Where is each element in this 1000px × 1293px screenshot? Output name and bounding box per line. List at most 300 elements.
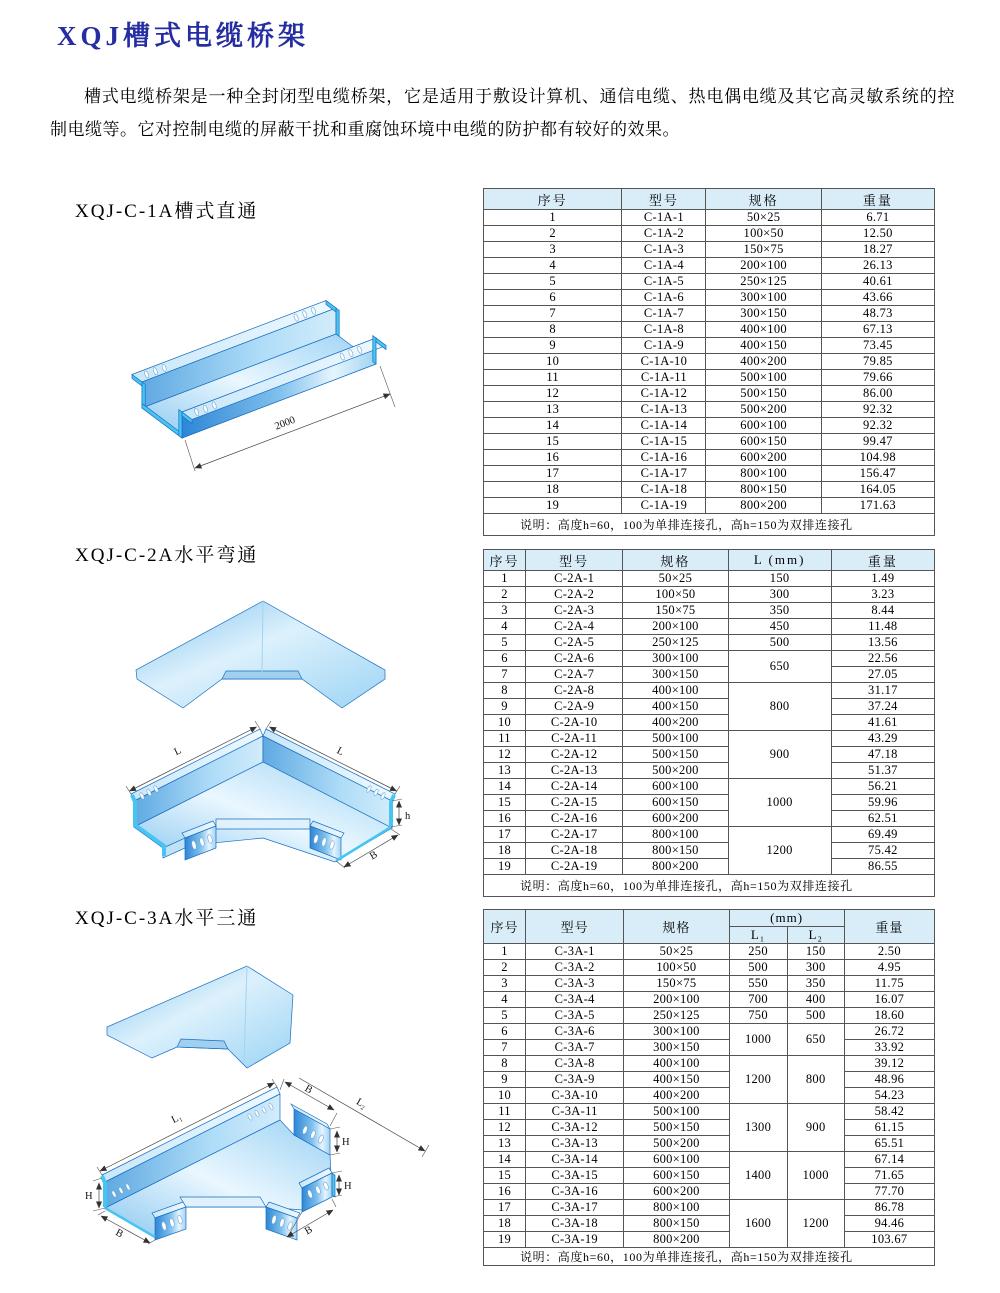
table-cell: 156.47 (821, 466, 934, 482)
table-cell: C-1A-11 (622, 370, 706, 386)
table-row (484, 226, 935, 242)
table-cell: 9 (484, 338, 622, 354)
table-cell: 7 (484, 1040, 526, 1056)
dim-label-h-bottom-right: H (344, 1181, 352, 1192)
table-cell: C-2A-12 (526, 747, 623, 763)
table-cell: 100×50 (623, 587, 728, 603)
table-row (484, 619, 935, 635)
table-cell: 56.21 (831, 779, 934, 795)
right-end-cap (391, 795, 394, 827)
table-cell: 12.50 (821, 226, 934, 242)
table-cell: C-1A-7 (622, 306, 706, 322)
table-cell: C-3A-16 (526, 1184, 624, 1200)
table-cell: 1200 (728, 827, 831, 875)
table-cell: 48.73 (821, 306, 934, 322)
table-cell: 800×150 (623, 843, 728, 859)
table-cell: 500×200 (623, 763, 728, 779)
table-note: 说明：高度h=60，100为单排连接孔，高h=150为双排连接孔 (484, 875, 935, 897)
table-cell: 26.13 (821, 258, 934, 274)
table-cell: 400×100 (706, 322, 821, 338)
table-cell: 500×200 (706, 402, 821, 418)
table-cell: 300×100 (706, 290, 821, 306)
table-cell: 18 (484, 843, 526, 859)
table-cell: 300×100 (623, 651, 728, 667)
table-cell: 71.65 (844, 1168, 934, 1184)
dim-label-b-bottom-left: B (113, 1227, 125, 1241)
table-cell: 59.96 (831, 795, 934, 811)
tee-tray-body (102, 1087, 335, 1240)
table-cell: 1300 (729, 1104, 787, 1152)
table-cell: 86.00 (821, 386, 934, 402)
table-cell: 14 (484, 779, 526, 795)
column-header: 规格 (706, 189, 821, 210)
table-cell: 400×100 (624, 1056, 729, 1072)
table-cell: 6 (484, 651, 526, 667)
table-cell: 8.44 (831, 603, 934, 619)
table-cell: 16 (484, 811, 526, 827)
table-cell: 22.56 (831, 651, 934, 667)
table-cell: 500 (728, 635, 831, 651)
table-cell: C-1A-5 (622, 274, 706, 290)
table-cell: 2 (484, 226, 622, 242)
table-cell: C-2A-6 (526, 651, 623, 667)
table-cell: C-1A-2 (622, 226, 706, 242)
table-cell: C-1A-15 (622, 434, 706, 450)
table-cell: 94.46 (844, 1216, 934, 1232)
table-cell: 9 (484, 699, 526, 715)
table-cell: 79.66 (821, 370, 934, 386)
table-cell: 1 (484, 571, 526, 587)
column-header: 型号 (526, 550, 623, 571)
table-cell: 300×150 (624, 1040, 729, 1056)
table-row (484, 747, 935, 763)
table-cell: 10 (484, 1088, 526, 1104)
table-row (484, 258, 935, 274)
table-row (484, 976, 935, 992)
table-cell: 27.05 (831, 667, 934, 683)
table-cell: 99.47 (821, 434, 934, 450)
table-cell: 400×150 (624, 1072, 729, 1088)
table-row (484, 242, 935, 258)
table-cell: 77.70 (844, 1184, 934, 1200)
table-cell: C-2A-19 (526, 859, 623, 875)
table-row (484, 370, 935, 386)
table-cell: 100×50 (706, 226, 821, 242)
table-row (484, 1040, 935, 1056)
table-cell: 69.49 (831, 827, 934, 843)
spec-table-c3a (483, 909, 935, 1266)
table-cell: C-1A-8 (622, 322, 706, 338)
table-cell: 3 (484, 603, 526, 619)
table-cell: 15 (484, 434, 622, 450)
table-cell: 7 (484, 306, 622, 322)
table-cell: 31.17 (831, 683, 934, 699)
table-cell: 100×50 (624, 960, 729, 976)
table-row (484, 603, 935, 619)
table-cell: C-3A-9 (526, 1072, 624, 1088)
table-cell: C-2A-14 (526, 779, 623, 795)
table-cell: 200×100 (706, 258, 821, 274)
table-cell: 10 (484, 354, 622, 370)
table-cell: 2.50 (844, 944, 934, 960)
table-cell: 65.51 (844, 1136, 934, 1152)
table-cell: 86.78 (844, 1200, 934, 1216)
table-cell: C-3A-19 (526, 1232, 624, 1248)
table-cell: C-2A-15 (526, 795, 623, 811)
table-cell: C-1A-19 (622, 498, 706, 514)
table-cell: 300×100 (624, 1024, 729, 1040)
table-row (484, 715, 935, 731)
table-cell: C-1A-17 (622, 466, 706, 482)
table-cell: 103.67 (844, 1232, 934, 1248)
table-cell: 350 (728, 603, 831, 619)
table-cell: 1 (484, 210, 622, 226)
page-title: XQJ槽式电缆桥架 (57, 21, 309, 51)
table-cell: 13.56 (831, 635, 934, 651)
table-cell: 26.72 (844, 1024, 934, 1040)
column-header: 重量 (831, 550, 934, 571)
table-row (484, 306, 935, 322)
table-cell: 6 (484, 1024, 526, 1040)
table-row (484, 571, 935, 587)
straight-tray-body (132, 301, 386, 439)
table-cell: 1200 (787, 1200, 844, 1248)
table-cell: 50×25 (623, 571, 728, 587)
table-row (484, 434, 935, 450)
table-cell: 75.42 (831, 843, 934, 859)
table-cell: 9 (484, 1072, 526, 1088)
table-cell: 400×200 (624, 1088, 729, 1104)
table-cell: C-2A-5 (526, 635, 623, 651)
table-cell: C-2A-11 (526, 731, 623, 747)
table-cell: C-3A-17 (526, 1200, 624, 1216)
table-cell: 600×100 (624, 1152, 729, 1168)
table-cell: 400×200 (623, 715, 728, 731)
table-cell: 600×100 (706, 418, 821, 434)
table-cell: 650 (787, 1024, 844, 1056)
section-heading-c2a: XQJ-C-2A水平弯通 (75, 545, 259, 566)
table-cell: 200×100 (624, 992, 729, 1008)
table-cell: 500×200 (624, 1136, 729, 1152)
table-row (484, 960, 935, 976)
table-cell: C-2A-9 (526, 699, 623, 715)
table-cell: 51.37 (831, 763, 934, 779)
table-cell: 900 (787, 1104, 844, 1152)
table-row (484, 418, 935, 434)
table-note: 说明：高度h=60，100为单排连接孔，高h=150为双排连接孔 (484, 514, 935, 536)
table-cell: 800×150 (624, 1216, 729, 1232)
table-cell: 58.42 (844, 1104, 934, 1120)
table-cell: C-3A-11 (526, 1104, 624, 1120)
table-cell: 37.24 (831, 699, 934, 715)
table-cell: 16.07 (844, 992, 934, 1008)
table-cell: 150×75 (706, 242, 821, 258)
table-cell: 600×150 (624, 1168, 729, 1184)
table-cell: 67.13 (821, 322, 934, 338)
table-cell: 500×150 (623, 747, 728, 763)
table-cell: C-2A-10 (526, 715, 623, 731)
table-row (484, 1088, 935, 1104)
table-cell: 600×200 (624, 1184, 729, 1200)
table-cell: 150×75 (624, 976, 729, 992)
table-cell: 700 (729, 992, 787, 1008)
table-cell: 300×150 (623, 667, 728, 683)
table-cell: 450 (728, 619, 831, 635)
table-cell: 2 (484, 587, 526, 603)
table-cell: C-2A-16 (526, 811, 623, 827)
table-cell: C-2A-17 (526, 827, 623, 843)
column-header: 序号 (484, 550, 526, 571)
column-header: 型号 (526, 910, 624, 944)
table-cell: 5 (484, 1008, 526, 1024)
table-cell: 1400 (729, 1152, 787, 1200)
table-row (484, 763, 935, 779)
table-row (484, 992, 935, 1008)
table-row (484, 1200, 935, 1216)
tee-cover (107, 966, 293, 1068)
column-header: L₂ (787, 927, 844, 944)
table-row (484, 651, 935, 667)
table-cell: 7 (484, 667, 526, 683)
table-cell: C-2A-8 (526, 683, 623, 699)
table-cell: 3.23 (831, 587, 934, 603)
table-row (484, 1056, 935, 1072)
table-cell: 800×200 (706, 498, 821, 514)
table-row (484, 466, 935, 482)
table-row (484, 667, 935, 683)
table-cell: C-3A-10 (526, 1088, 624, 1104)
straight-tray-diagram (88, 285, 423, 485)
table-cell: 400×100 (623, 683, 728, 699)
table-row (484, 779, 935, 795)
table-cell: 800×200 (623, 859, 728, 875)
column-header: 规格 (624, 910, 729, 944)
table-cell: 18 (484, 1216, 526, 1232)
table-cell: C-1A-4 (622, 258, 706, 274)
left-end-cap (102, 1176, 105, 1207)
table-cell: C-3A-1 (526, 944, 624, 960)
table-row (484, 1024, 935, 1040)
dim-label-b-top: B (302, 1083, 315, 1097)
table-cell: 600×150 (623, 795, 728, 811)
table-row (484, 1232, 935, 1248)
dim-label-2000: 2000 (273, 414, 297, 433)
table-cell: 11 (484, 1104, 526, 1120)
table-row (484, 386, 935, 402)
section-heading-c3a: XQJ-C-3A水平三通 (75, 908, 259, 929)
table-cell: 500×100 (706, 370, 821, 386)
table-cell: 19 (484, 1232, 526, 1248)
table-cell: C-1A-13 (622, 402, 706, 418)
spec-table (483, 188, 935, 536)
table-cell: 8 (484, 1056, 526, 1072)
table-cell: 400×150 (706, 338, 821, 354)
dim-label-l1: L₁ (169, 1111, 184, 1126)
table-cell: 19 (484, 498, 622, 514)
table-cell: 54.23 (844, 1088, 934, 1104)
table-cell: 92.32 (821, 402, 934, 418)
table-cell: 13 (484, 763, 526, 779)
elbow-tray-diagram (115, 580, 415, 880)
table-row (484, 338, 935, 354)
table-cell: 86.55 (831, 859, 934, 875)
table-cell: C-1A-3 (622, 242, 706, 258)
table-cell: C-2A-3 (526, 603, 623, 619)
column-header: L (mm) (728, 550, 831, 571)
table-cell: C-1A-14 (622, 418, 706, 434)
table-cell: C-3A-14 (526, 1152, 624, 1168)
table-cell: 40.61 (821, 274, 934, 290)
table-cell: 41.61 (831, 715, 934, 731)
table-cell: 79.85 (821, 354, 934, 370)
table-cell: 4 (484, 258, 622, 274)
table-row (484, 1136, 935, 1152)
spec-table-c2a (483, 549, 935, 897)
column-header: 序号 (484, 910, 526, 944)
table-cell: 800 (728, 683, 831, 731)
column-header: 规格 (623, 550, 728, 571)
dim-label-h-left: H (85, 1191, 93, 1202)
table-cell: 10 (484, 715, 526, 731)
table-row (484, 482, 935, 498)
table-cell: 250×125 (623, 635, 728, 651)
table-cell: C-1A-6 (622, 290, 706, 306)
table-cell: 600×100 (623, 779, 728, 795)
table-cell: 6.71 (821, 210, 934, 226)
table-cell: C-3A-3 (526, 976, 624, 992)
table-cell: 150 (728, 571, 831, 587)
table-cell: 48.96 (844, 1072, 934, 1088)
table-cell: 15 (484, 795, 526, 811)
table-row (484, 795, 935, 811)
table-cell: 1 (484, 944, 526, 960)
table-cell: C-2A-7 (526, 667, 623, 683)
table-cell: 350 (787, 976, 844, 992)
table-cell: C-2A-4 (526, 619, 623, 635)
table-cell: 8 (484, 322, 622, 338)
table-cell: 4 (484, 992, 526, 1008)
table-cell: 18.27 (821, 242, 934, 258)
table-cell: C-3A-2 (526, 960, 624, 976)
table-row (484, 1008, 935, 1024)
table-row (484, 1104, 935, 1120)
table-cell: 16 (484, 450, 622, 466)
table-cell: 11 (484, 731, 526, 747)
table-cell: 500×100 (624, 1104, 729, 1120)
elbow-tray-body (131, 729, 395, 862)
table-cell: 3 (484, 976, 526, 992)
table-cell: 11.75 (844, 976, 934, 992)
table-row (484, 811, 935, 827)
table-cell: C-1A-9 (622, 338, 706, 354)
table-cell: 400×150 (623, 699, 728, 715)
dim-label-h: h (405, 811, 411, 822)
section-heading-c1a: XQJ-C-1A槽式直通 (75, 201, 259, 222)
table-row (484, 354, 935, 370)
table-cell: 300×150 (706, 306, 821, 322)
table-cell: 14 (484, 1152, 526, 1168)
table-cell: C-3A-5 (526, 1008, 624, 1024)
table-cell: 400 (787, 992, 844, 1008)
table-cell: 5 (484, 274, 622, 290)
table-cell: C-1A-18 (622, 482, 706, 498)
table-cell: 61.15 (844, 1120, 934, 1136)
table-cell: 500 (787, 1008, 844, 1024)
table-row (484, 827, 935, 843)
table-cell: 62.51 (831, 811, 934, 827)
table-cell: 600×200 (623, 811, 728, 827)
table-cell: 300 (728, 587, 831, 603)
table-cell: 19 (484, 859, 526, 875)
table-cell: 2 (484, 960, 526, 976)
column-header: L₁ (729, 927, 787, 944)
table-cell: 800×100 (624, 1200, 729, 1216)
table-cell: 16 (484, 1184, 526, 1200)
table-row (484, 859, 935, 875)
table-cell: 1200 (729, 1056, 787, 1104)
spec-table-c1a (483, 188, 935, 536)
table-cell: C-3A-15 (526, 1168, 624, 1184)
table-cell: 3 (484, 242, 622, 258)
table-cell: 1000 (728, 779, 831, 827)
table-row (484, 635, 935, 651)
table-cell: C-1A-12 (622, 386, 706, 402)
table-note: 说明：高度h=60，100为单排连接孔，高h=150为双排连接孔 (484, 1248, 935, 1266)
table-cell: 400×200 (706, 354, 821, 370)
table-cell: 1000 (787, 1152, 844, 1200)
table-cell: 14 (484, 418, 622, 434)
dim-label-l2: L₂ (354, 1096, 369, 1112)
table-row (484, 1120, 935, 1136)
table-cell: C-3A-6 (526, 1024, 624, 1040)
table-cell: 600×150 (706, 434, 821, 450)
table-cell: 164.05 (821, 482, 934, 498)
table-cell: 800×200 (624, 1232, 729, 1248)
table-cell: 43.29 (831, 731, 934, 747)
table-cell: 500×150 (706, 386, 821, 402)
table-cell: C-3A-18 (526, 1216, 624, 1232)
table-row (484, 1072, 935, 1088)
table-cell: 92.32 (821, 418, 934, 434)
table-cell: 4 (484, 619, 526, 635)
table-cell: 8 (484, 683, 526, 699)
dim-label-l-right: L (334, 745, 346, 759)
table-row (484, 699, 935, 715)
table-cell: 750 (729, 1008, 787, 1024)
table-cell: 11.48 (831, 619, 934, 635)
table-cell: C-3A-7 (526, 1040, 624, 1056)
table-cell: 150×75 (623, 603, 728, 619)
table-cell: 33.92 (844, 1040, 934, 1056)
table-cell: 600×200 (706, 450, 821, 466)
dim-label-b-bottom-right: B (302, 1224, 315, 1238)
table-cell: 800×100 (706, 466, 821, 482)
table-cell: 4.95 (844, 960, 934, 976)
table-row (484, 944, 935, 960)
table-cell: 47.18 (831, 747, 934, 763)
table-cell: 17 (484, 1200, 526, 1216)
table-cell: 250×125 (706, 274, 821, 290)
table-cell: 17 (484, 827, 526, 843)
table-cell: C-3A-12 (526, 1120, 624, 1136)
table-cell: 12 (484, 1120, 526, 1136)
table-cell: 11 (484, 370, 622, 386)
table-cell: 800×150 (706, 482, 821, 498)
elbow-cover (136, 601, 385, 708)
table-cell: 500×150 (624, 1120, 729, 1136)
table-cell: 50×25 (706, 210, 821, 226)
table-cell: 12 (484, 386, 622, 402)
